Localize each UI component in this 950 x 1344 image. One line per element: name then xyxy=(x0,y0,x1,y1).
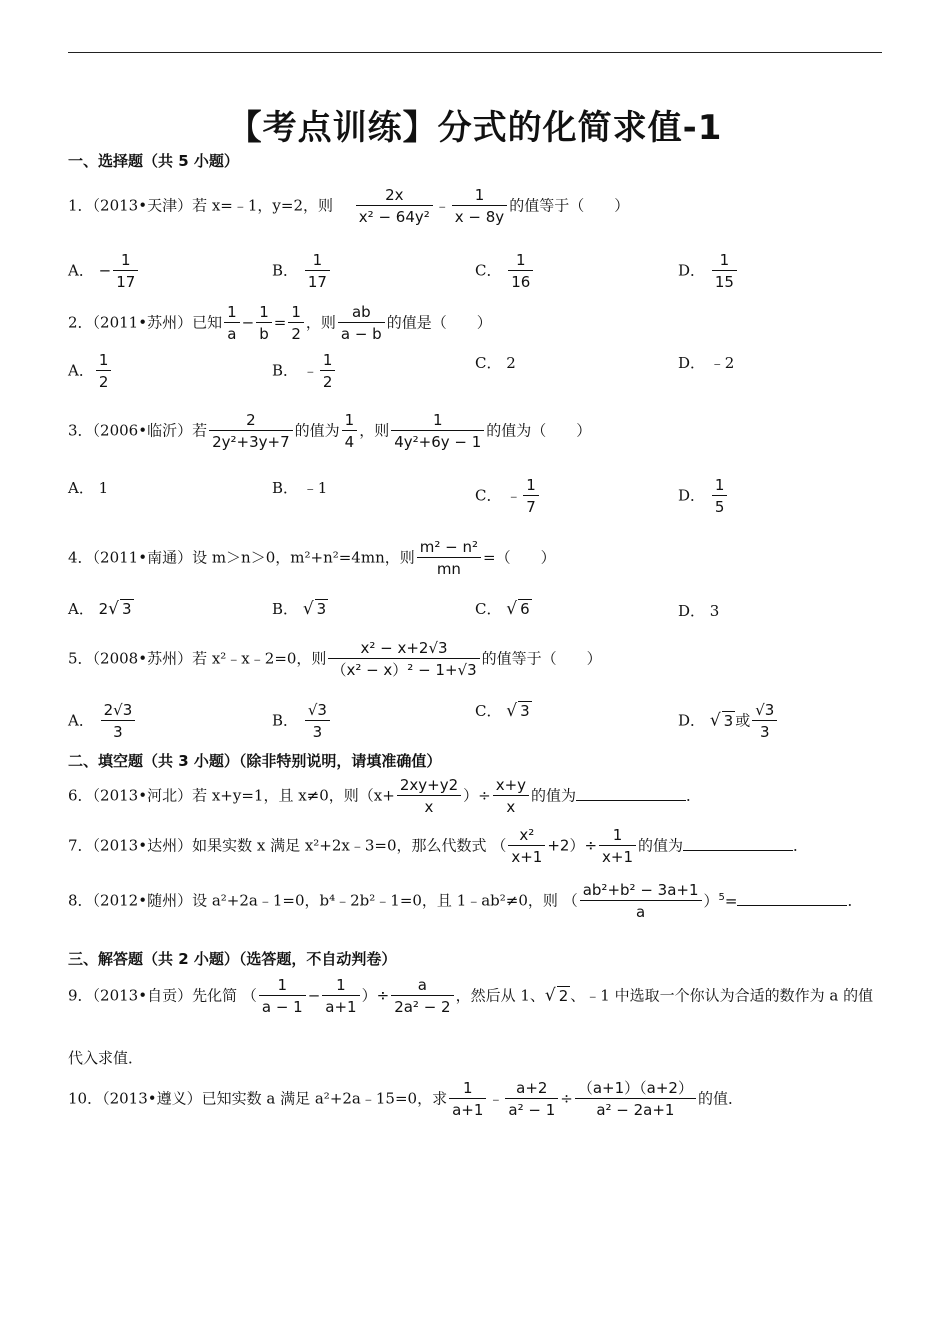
q5-option-a[interactable]: A． $\frac{2√3}{3}$ xyxy=(68,700,137,743)
question-9: 9．（2013•自贡）先化简 （ $\frac{1}{a - 1}$ − $\frac{1}{a+1}$ ）÷ $\frac{a}{\text{2a² − 2}}$ ，然后从 1、√ 2 、﹣1 中选取一个你认为合适的数作为 a 的值 xyxy=(68,976,874,1016)
q5-option-b[interactable]: B． $\frac{√3}{3}$ xyxy=(272,700,332,743)
q3-option-b[interactable]: B． ﹣1 xyxy=(272,479,328,497)
q8-answer-blank[interactable] xyxy=(737,891,847,906)
q3-option-d[interactable]: D． $\frac{1}{5}$ xyxy=(678,475,729,518)
question-5: 5．（2008•苏州）若 x²﹣x﹣2=0，则 $\frac{\text{x² − x+2√3}}{\text{（x² − x）² − 1+√3}}$ 的值等于（ ） xyxy=(68,639,602,679)
section-heading-1: 一、选择题（共 5 小题） xyxy=(68,152,239,170)
q4-option-d[interactable]: D． 3 xyxy=(678,602,720,620)
question-7: 7．（2013•达州）如果实数 x 满足 x²+2x﹣3=0，那么代数式 （ $\frac{\text{x²}}{x+1}$ +2）÷ $\frac{1}{x+1}$ 的值为 ． xyxy=(68,826,809,866)
q6-answer-blank[interactable] xyxy=(576,786,686,801)
q4-option-c[interactable]: C． √ 6 xyxy=(475,599,530,619)
q1-option-c[interactable]: C． $\frac{1}{16}$ xyxy=(475,250,535,293)
section-heading-2: 二、填空题（共 3 小题）（除非特别说明，请填准确值） xyxy=(68,752,442,770)
section-heading-3: 三、解答题（共 2 小题）（选答题，不自动判卷） xyxy=(68,950,397,968)
question-1: 1．（2013•天津）若 x=﹣1，y=2，则 $\frac{2x}{\text{x² − 64y²}}$ ﹣ $\frac{1}{x - 8y}$ 的值等于（ ） xyxy=(68,186,630,226)
q1-option-d[interactable]: D． $\frac{1}{15}$ xyxy=(678,250,739,293)
question-10: 10．（2013•遵义）已知实数 a 满足 a²+2a﹣15=0，求 $\frac{1}{a+1}$ ﹣ $\frac{a+2}{\text{a² − 1}}$ ÷ $\frac{(a+1)(a+2)}{\text{a² − 2a+1}}$ 的值． xyxy=(68,1079,743,1119)
q5-option-c[interactable]: C． √ 3 xyxy=(475,701,530,721)
q3-option-a[interactable]: A． 1 xyxy=(68,479,109,497)
question-9-continued: 代入求值． xyxy=(68,1049,144,1067)
q3-option-c[interactable]: C． ﹣ $\frac{1}{7}$ xyxy=(475,475,541,518)
q4-option-b[interactable]: B． √ 3 xyxy=(272,599,327,619)
question-2: 2．（2011•苏州）已知 $\frac{1}{a}$ − $\frac{1}{b}$ = $\frac{1}{2}$ ，则 $\frac{ab}{a - b}$ 的值是（ ） xyxy=(68,303,492,343)
q1-option-b[interactable]: B． $\frac{1}{17}$ xyxy=(272,250,332,293)
question-3: 3．（2006•临沂）若 $\frac{2}{\text{2y²+3y+7}}$ 的值为 $\frac{1}{4}$ ，则 $\frac{1}{\text{4y²+6y − 1}}$ 的值为（ ） xyxy=(68,411,592,451)
question-8: 8．（2012•随州）设 a²+2a﹣1=0，b⁴﹣2b²﹣1=0，且 1﹣ab²≠0，则 （ $\frac{\text{ab²+b² − 3a+1}}{a}$ ）$^5$= ． xyxy=(68,881,863,921)
q1-option-a[interactable]: A． − $\frac{1}{17}$ xyxy=(68,250,140,293)
q2-option-d[interactable]: D． ﹣2 xyxy=(678,354,735,372)
page-title: 【考点训练】分式的化简求值-1 xyxy=(227,108,723,148)
top-rule xyxy=(68,52,882,53)
q2-option-a[interactable]: A． $\frac{1}{2}$ xyxy=(68,350,113,393)
question-6: 6．（2013•河北）若 x+y=1，且 x≠0，则（x+ $\frac{2xy+y2}{x}$ ）÷ $\frac{x+y}{x}$ 的值为 ． xyxy=(68,776,702,816)
question-4: 4．（2011•南通）设 m＞n＞0，m²+n²=4mn，则 $\frac{\text{m² − n²}}{mn}$ =（ ） xyxy=(68,538,556,578)
q2-option-b[interactable]: B． ﹣ $\frac{1}{2}$ xyxy=(272,350,337,393)
q2-option-c[interactable]: C． 2 xyxy=(475,354,516,372)
q5-option-d[interactable]: D． √ 3 或 $\frac{√3}{3}$ xyxy=(678,700,779,743)
q7-answer-blank[interactable] xyxy=(683,836,793,851)
q4-option-a[interactable]: A． 2√ 3 xyxy=(68,599,132,619)
